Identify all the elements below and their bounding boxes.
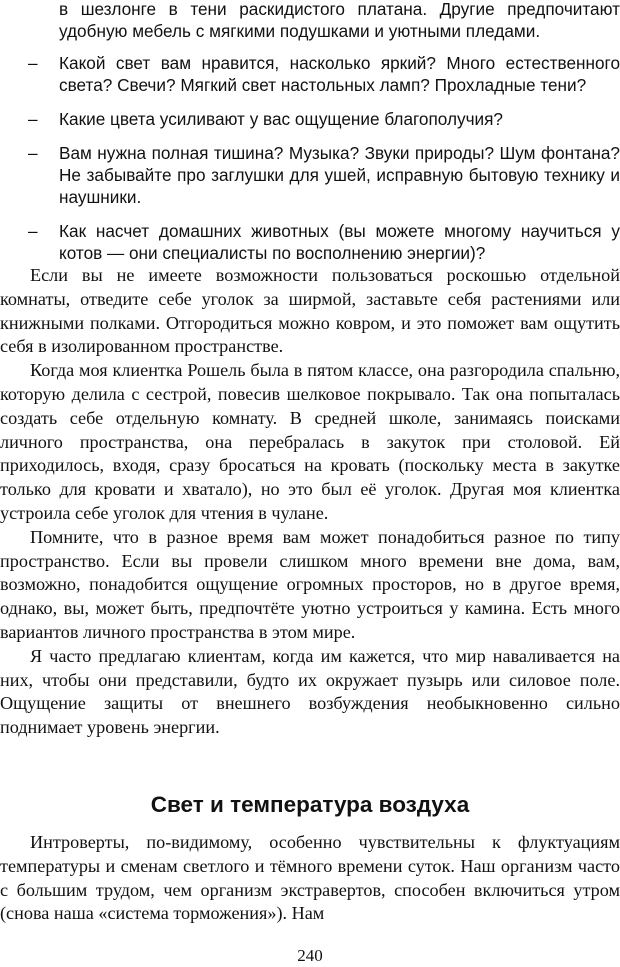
dash-marker: – [28,143,38,163]
paragraph: Когда моя клиентка Рошель была в пятом классе, она разгородила спальню, которую делила с сестрой, повесив шелковое покрывало. Так она попыталась создать себе отдельную комнату. В средней школе, занимаясь поисками личного пространства, она перебралась в закуток при столовой. Ей приходилось, входя, сразу бросаться на кровать (поскольку места в закутке только для кровати и хватало), но это был её уголок. Другая моя клиентка устроила себе уголок для чтения в чулане. [0,360,620,523]
list-item-text: Вам нужна полная тишина? Музыка? Звуки природы? Шум фонтана? Не забывайте про заглушки для ушей, исправную бытовую технику и наушники. [59,143,620,207]
page-number: 240 [297,946,323,965]
dash-marker: – [28,221,38,241]
paragraph: Если вы не имеете возможности пользоваться роскошью отдельной комнаты, отведите себе уголок за ширмой, заставьте себя растениями или книжными полками. Отгородиться можно ковром, и это поможет вам ощутить себя в изолированном пространстве. [0,265,620,357]
list-item [0,108,620,130]
list-item [0,142,620,208]
list-item [0,220,620,264]
question-list [0,52,620,276]
list-item-text: Какие цвета усиливают у вас ощущение благополучия? [59,109,503,129]
dash-marker: – [28,53,38,73]
section-heading: Свет и температура воздуха [150,792,470,817]
paragraph: Я часто предлагаю клиентам, когда им кажется, что мир наваливается на них, чтобы они представили, будто их окружает пузырь или силовое поле. Ощущение защиты от внешнего возбуждения необыкновенно сильно поднимает уровень энергии. [0,645,620,738]
paragraph: Помните, что в разное время вам может понадобиться разное по типу пространство. Если вы провели слишком много времени вне дома, вам, возможно, понадобится ощущение огромных просторов, но в другое время, однако, вы, может быть, предпочтёте уютно устроиться у камина. Есть много вариантов личного пространства в этом мире. [0,526,620,642]
dash-marker: – [28,109,38,129]
continuation-text: в шезлонге в тени раскидистого платана. Другие предпочитают удобную мебель с мягкими подушками и уютными пледами. [59,0,620,41]
section-body [0,831,620,926]
body-text [0,264,620,740]
paragraph: Интроверты, по-видимому, особенно чувствительны к флуктуациям температуры и сменам светлого и тёмного времени суток. Наш организм часто с большим трудом, чем организм экстравертов, способен включиться утром (снова наша «система торможения»). Нам [0,832,620,924]
list-item [0,52,620,96]
list-item-text: Какой свет вам нравится, насколько яркий? Много естественного света? Свечи? Мягкий свет настольных ламп? Прохладные тени? [59,53,620,95]
list-item-text: Как насчет домашних животных (вы можете многому научиться у котов — они специалисты по восполнению энергии)? [59,221,620,263]
